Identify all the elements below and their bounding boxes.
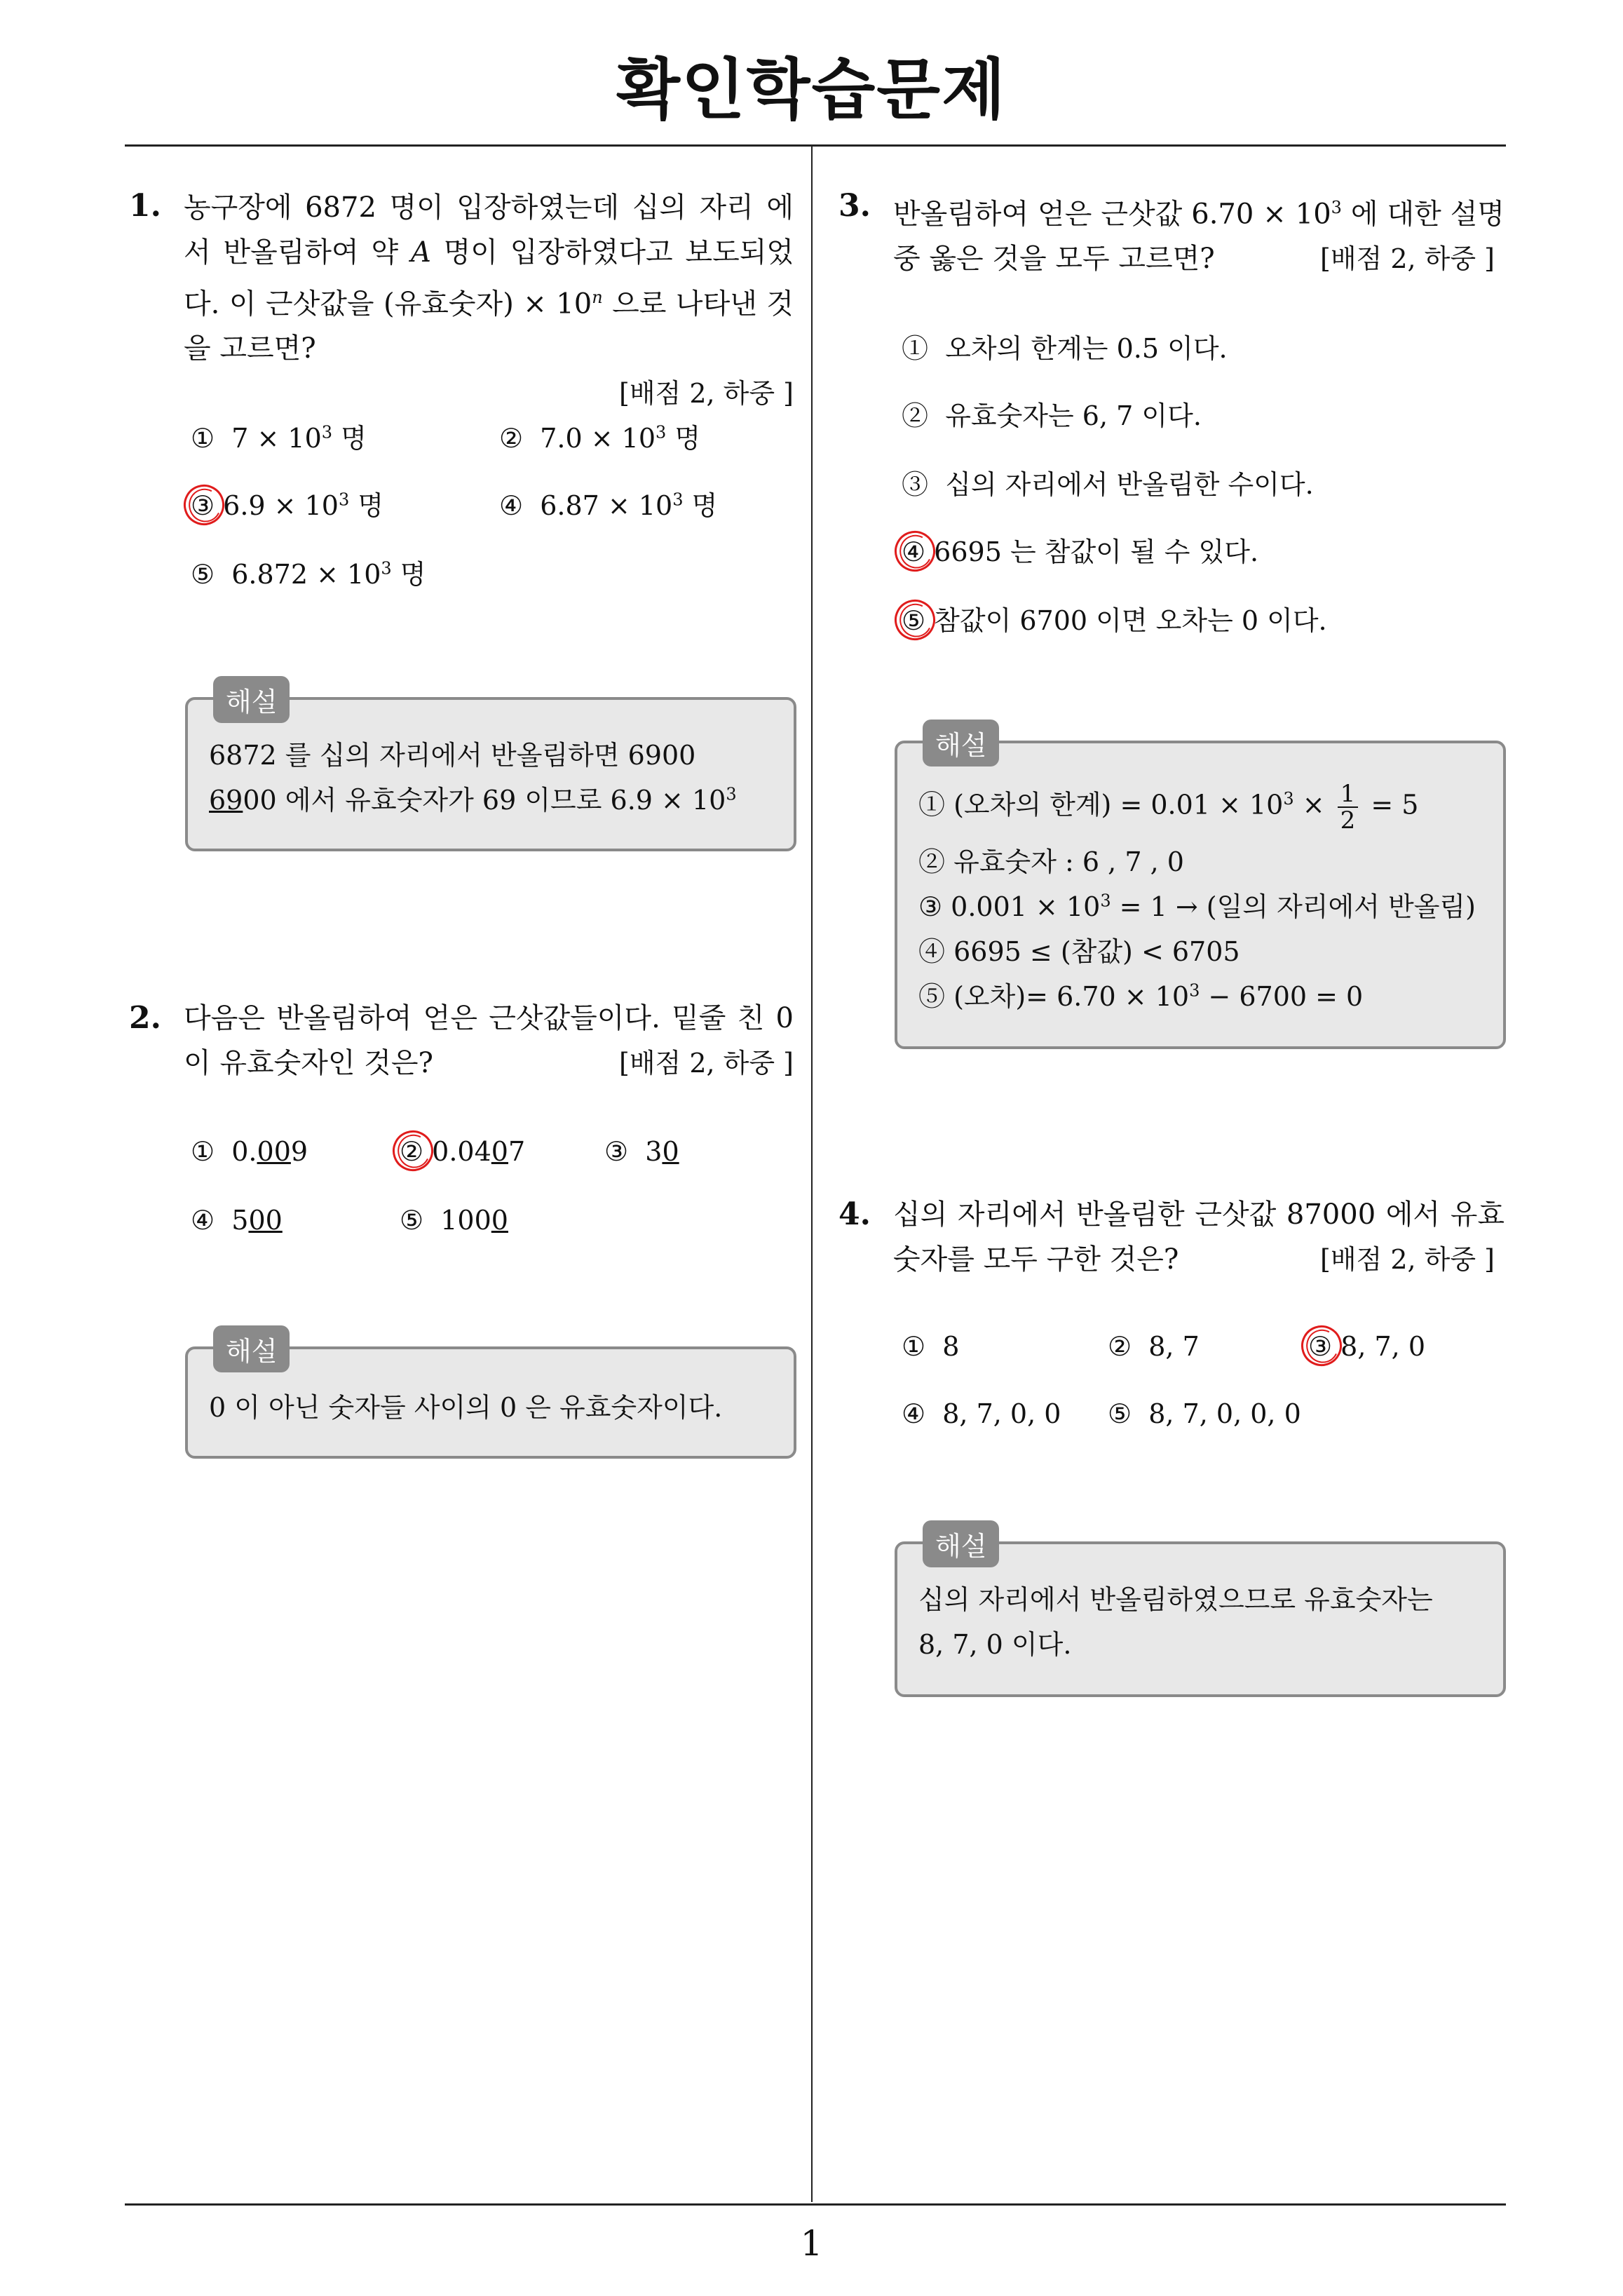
option-3[interactable]: ③ 30 [604,1136,679,1167]
option-4[interactable]: ④ 500 [191,1205,283,1236]
explanation-line: 십의 자리에서 반올림하였으므로 유효숫자는 [918,1584,1433,1615]
score-label: [배점 2, 하중 ] [1320,243,1495,275]
option-5[interactable]: ⑤ $6.872 \times 10^3$ 명 [191,558,426,590]
explanation-line: ⑤ (오차)= $6.70 \times 10^3 - 6700 = 0$ [918,980,1364,1012]
answer-mark-icon [178,479,229,530]
bottom-rule [125,2203,1506,2206]
explanation-tag: 해설 [923,720,999,767]
score-label: [배점 2, 하중 ] [619,378,794,410]
option-2[interactable]: ② 0.0407 [400,1136,525,1167]
explanation-line: 8, 7, 0 이다. [918,1629,1072,1660]
explanation-line: ④ 6695 ≤ (참값) < 6705 [918,936,1240,967]
explanation-tag: 해설 [213,676,290,723]
explanation-line: ① (오차의 한계) = $0.01 \times 10^3$ × $\frac{1}{2}$ = 5 [918,780,1419,835]
explanation-tag: 해설 [923,1520,999,1567]
page-title: 확인학습문제 [616,52,1007,128]
option-1[interactable]: ① 0.009 [191,1136,308,1167]
option-5[interactable]: ⑤ 1000 [400,1205,508,1236]
explanation-line: 6900 에서 유효숫자가 69 이므로 $6.9 \times 10^3$ [209,784,737,816]
fraction: $\frac{1}{2}$ [1338,781,1359,833]
option-1[interactable]: ① $7 \times 10^3$ 명 [191,422,367,454]
explanation-box [895,1531,1506,1697]
question-number: 4. [838,1196,871,1232]
explanation-line: ③ $0.001 \times 10^3 = 1$ → (일의 자리에서 반올림) [918,891,1476,922]
explanation-line: ② 유효숫자 : 6 , 7 , 0 [918,846,1184,877]
option-1[interactable]: ① 8 [902,1331,960,1362]
question-text: 십의 자리에서 반올림한 근삿값 87000 에서 유효숫자를 모두 구한 것은? [배점 2, 하중 ] [893,1192,1505,1282]
question-number: 3. [838,188,871,224]
column-divider [811,146,813,2202]
question-number: 1. [129,188,161,224]
option-2[interactable]: ② 유효숫자는 6, 7 이다. [902,400,1202,431]
score-label: [배점 2, 하중 ] [1320,1244,1495,1275]
option-1[interactable]: ① 오차의 한계는 0.5 이다. [902,333,1228,364]
explanation-box [185,687,796,851]
option-5[interactable]: ⑤ 참값이 6700 이면 오차는 0 이다. [902,599,1327,637]
explanation-line: 0 이 아닌 숫자들 사이의 0 은 유효숫자이다. [209,1392,723,1423]
explanation-line: 6872 를 십의 자리에서 반올림하면 6900 [209,740,696,771]
explanation-box [895,730,1506,1049]
score-label: [배점 2, 하중 ] [619,1048,794,1079]
answer-mark-icon [387,1125,438,1176]
option-4[interactable]: ④ $6.87 \times 10^3$ 명 [499,489,718,521]
top-rule [125,144,1506,147]
question-text: 농구장에 6872 명이 입장하였는데 십의 자리 에서 반올림하여 약 A 명이 입장하였다고 보도되었다. 이 근삿값을 (유효숫자) × $10^n$ 으로 나타낸 것을 고르면? [배점 2, 하중 ] [184,185,794,416]
page-number: 1 [800,2223,823,2264]
answer-mark-icon [889,594,940,645]
option-4[interactable]: ④ 6695 는 참값이 될 수 있다. [902,530,1258,569]
option-5[interactable]: ⑤ 8, 7, 0, 0, 0 [1108,1398,1301,1429]
question-text: 다음은 반올림하여 얻은 근삿값들이다. 밑줄 친 0 이 유효숫자인 것은? [배점 2, 하중 ] [184,996,794,1086]
answer-mark-icon [889,525,940,576]
question-text: 반올림하여 얻은 근삿값 $6.70 \times 10^3$ 에 대한 설명 중 옳은 것을 모두 고르면? [배점 2, 하중 ] [893,185,1505,281]
answer-mark-icon [1296,1320,1347,1371]
explanation-tag: 해설 [213,1325,290,1372]
option-3[interactable]: ③ 8, 7, 0 [1308,1331,1425,1362]
option-3[interactable]: ③ 십의 자리에서 반올림한 수이다. [902,469,1314,500]
explanation-box [185,1336,796,1459]
option-2[interactable]: ② 8, 7 [1108,1331,1200,1362]
option-3[interactable]: ③ $6.9 \times 10^3$ 명 [191,484,383,522]
option-2[interactable]: ② $7.0 \times 10^3$ 명 [499,422,701,454]
option-4[interactable]: ④ 8, 7, 0, 0 [902,1398,1061,1429]
question-number: 2. [129,1000,161,1036]
